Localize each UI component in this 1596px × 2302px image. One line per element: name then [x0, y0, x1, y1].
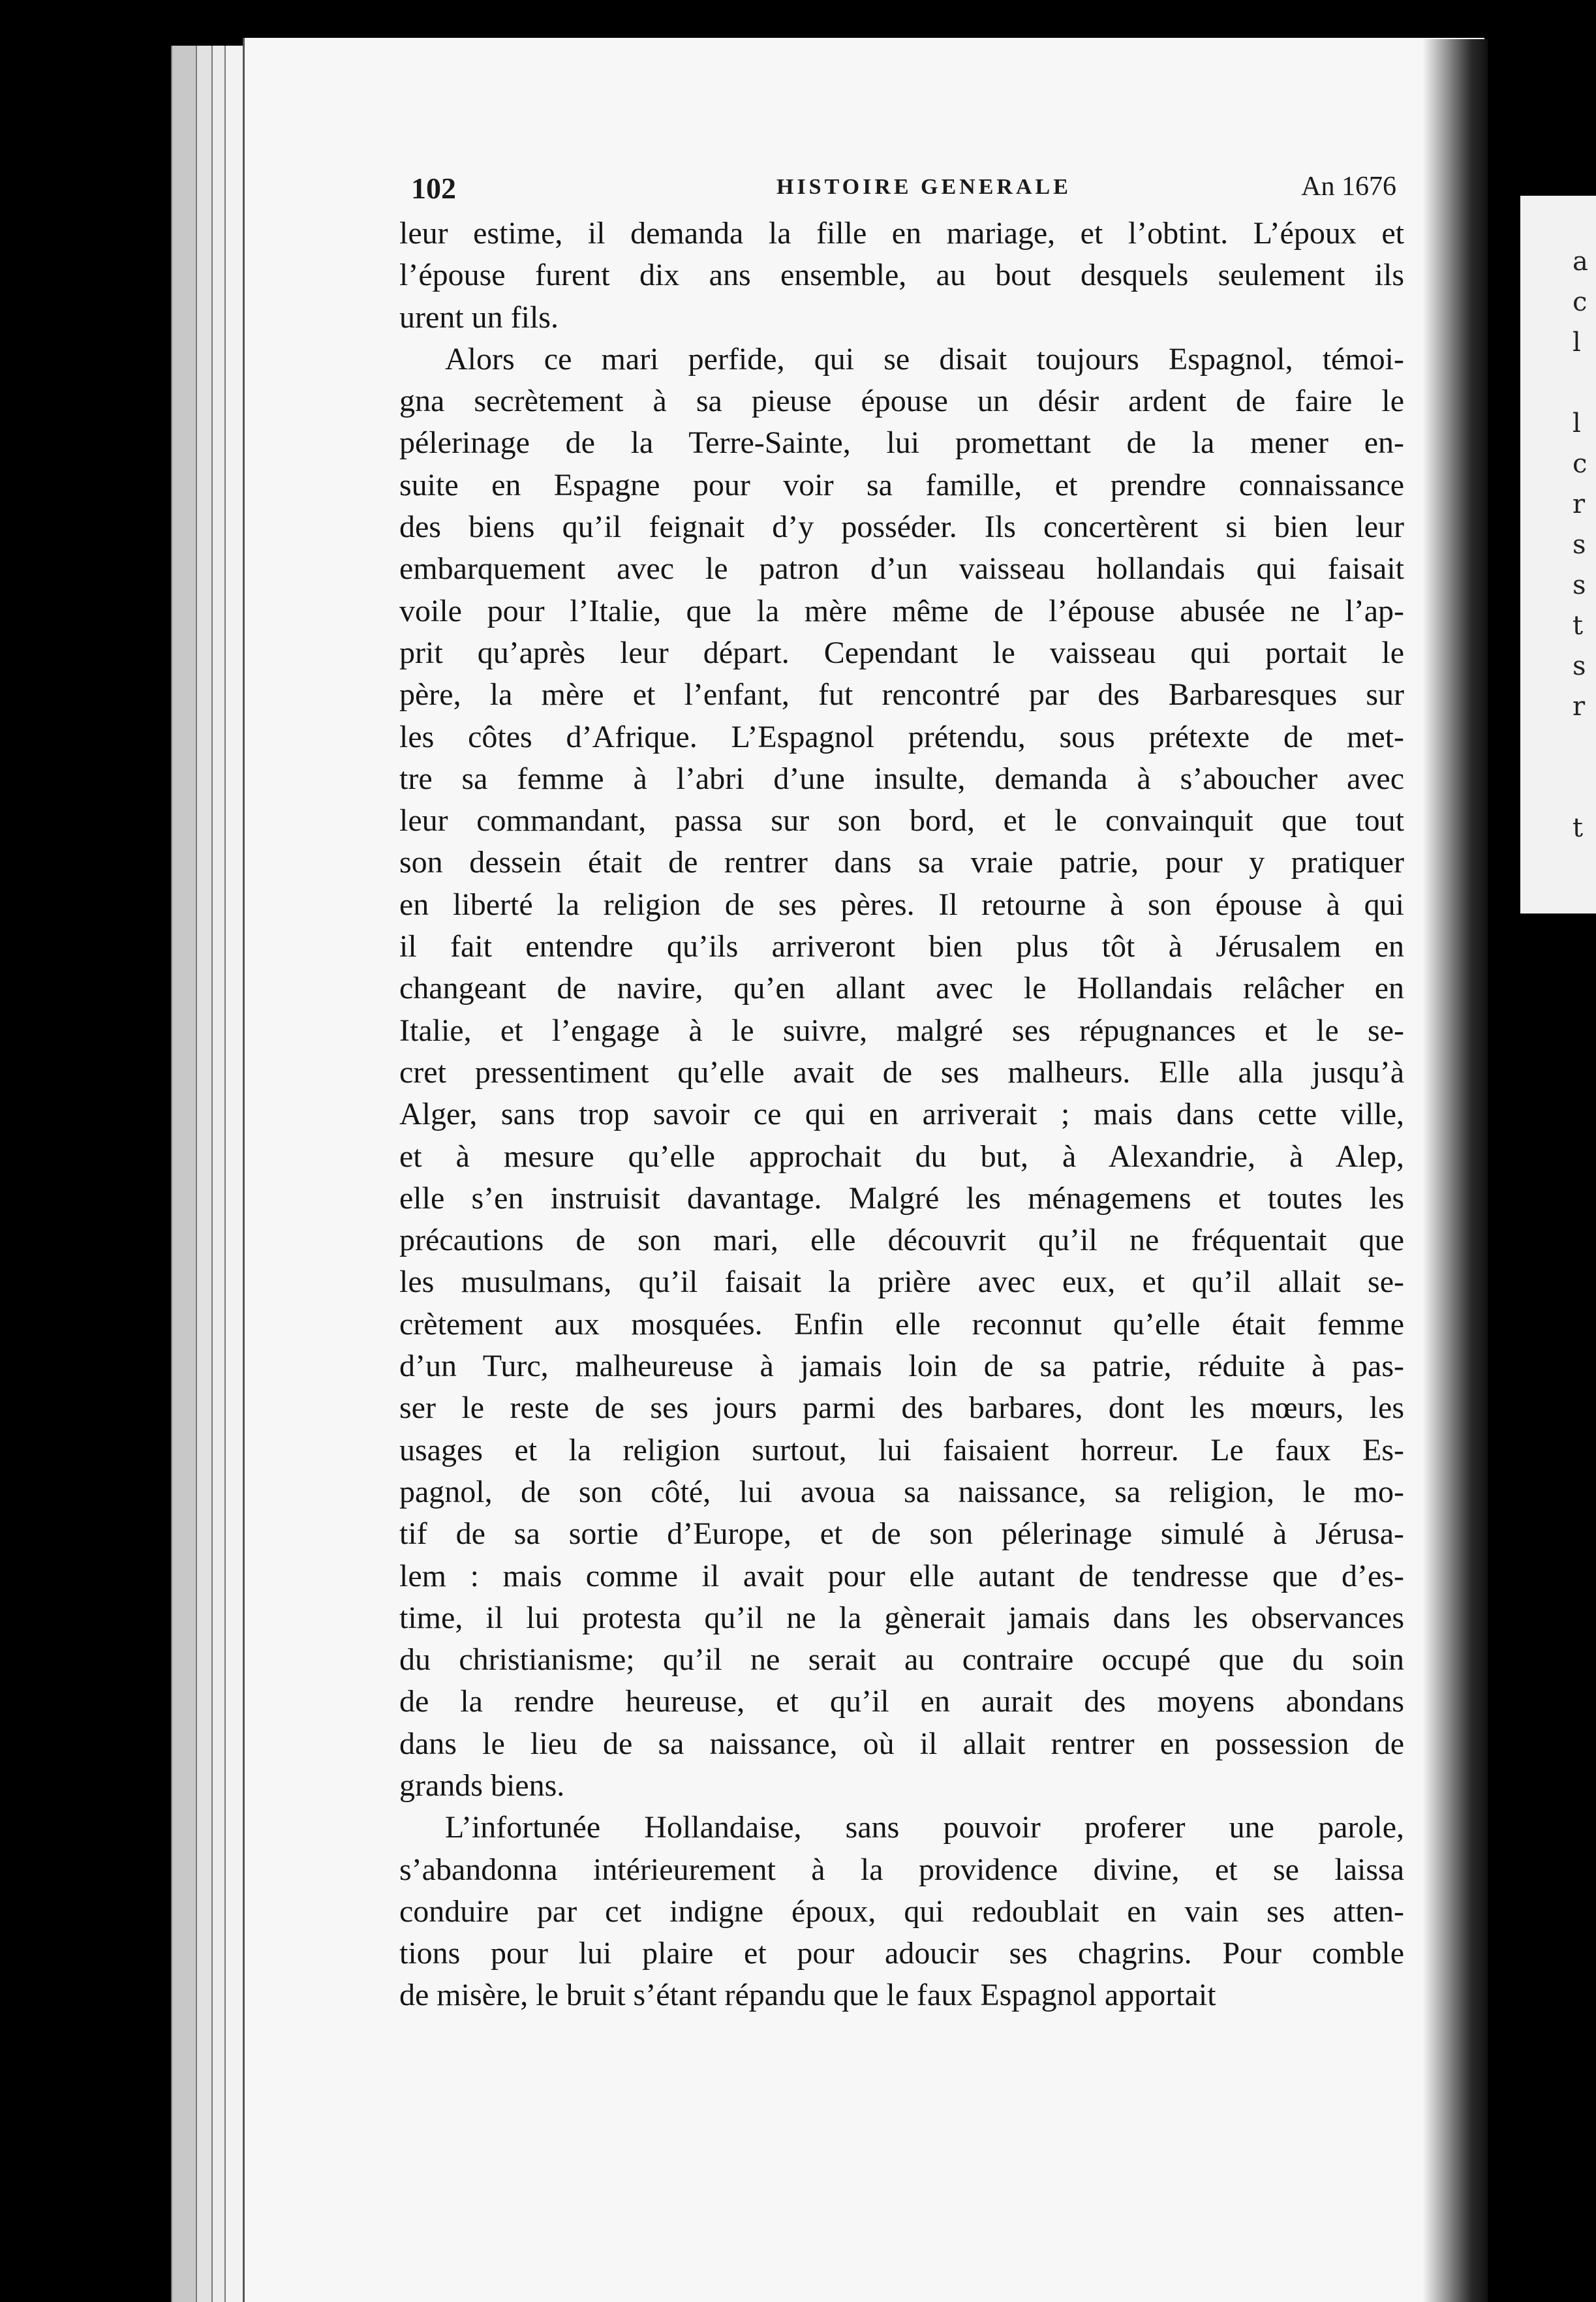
text-line: leur estime, il demanda la fille en mariage, et l’obtint. L’époux et	[399, 216, 1404, 251]
text-line: prit qu’après leur départ. Cependant le vaisseau qui portait le	[399, 635, 1404, 670]
text-line: père, la mère et l’enfant, fut rencontré par des Barbaresques sur	[399, 677, 1404, 713]
text-line: conduire par cet indigne époux, qui redoublait en vain ses atten-	[399, 1894, 1404, 1929]
text-line: gna secrètement à sa pieuse épouse un désir ardent de faire le	[399, 384, 1404, 419]
text-line: tre sa femme à l’abri d’une insulte, demanda à s’aboucher avec	[399, 761, 1404, 796]
header-title: HISTOIRE GENERALE	[776, 175, 1071, 199]
text-line: dans le lieu de sa naissance, où il allait rentrer en possession de	[399, 1726, 1404, 1761]
text-line: changeant de navire, qu’en allant avec le Hollandais relâcher en	[399, 971, 1404, 1006]
text-line: d’un Turc, malheureuse à jamais loin de sa patrie, réduite à pas-	[399, 1349, 1404, 1384]
page-edge	[171, 46, 198, 2302]
text-line: son dessein était de rentrer dans sa vraie patrie, pour y pratiquer	[399, 845, 1404, 880]
text-line: embarquement avec le patron d’un vaisseau hollandais qui faisait	[399, 551, 1404, 587]
text-line: urent un fils.	[399, 299, 559, 335]
text-line: L’infortunée Hollandaise, sans pouvoir proferer une parole,	[445, 1810, 1404, 1845]
text-line: pélerinage de la Terre-Sainte, lui promettant de la mener en-	[399, 425, 1404, 461]
running-head	[411, 171, 1396, 210]
text-line: leur commandant, passa sur son bord, et le convainquit que tout	[399, 803, 1404, 838]
text-line: usages et la religion surtout, lui faisaient horreur. Le faux Es-	[399, 1432, 1404, 1467]
text-line: tif de sa sortie d’Europe, et de son pélerinage simulé à Jérusa-	[399, 1516, 1404, 1552]
text-line: time, il lui protesta qu’il ne la gènerait jamais dans les observances	[399, 1600, 1404, 1635]
text-line: suite en Espagne pour voir sa famille, et prendre connaissance	[399, 467, 1404, 502]
text-line: Alors ce mari perfide, qui se disait toujours Espagnol, témoi-	[445, 341, 1404, 376]
text-line: elle s’en instruisit davantage. Malgré les ménagemens et toutes les	[399, 1180, 1404, 1216]
text-line: de la rendre heureuse, et qu’il en aurait des moyens abondans	[399, 1684, 1404, 1719]
text-line: Alger, sans trop savoir ce qui en arriverait ; mais dans cette ville,	[399, 1097, 1404, 1132]
text-line: précautions de son mari, elle découvrit qu’il ne fréquentait que	[399, 1223, 1404, 1258]
body-text	[399, 213, 1404, 2017]
text-line: grands biens.	[399, 1768, 565, 1803]
page-number: 102	[411, 172, 456, 205]
text-line: des biens qu’il feignait d’y posséder. Ils concertèrent si bien leur	[399, 510, 1404, 545]
text-line: s’abandonna intérieurement à la providence divine, et se laissa	[399, 1852, 1404, 1887]
text-line: pagnol, de son côté, lui avoua sa naissance, sa religion, le mo-	[399, 1474, 1404, 1509]
text-line: crètement aux mosquées. Enfin elle reconnut qu’elle était femme	[399, 1306, 1404, 1342]
binding-gutter-shadow	[1422, 39, 1488, 2302]
text-line: tions pour lui plaire et pour adoucir ses chagrins. Pour comble	[399, 1936, 1404, 1971]
text-line: de misère, le bruit s’étant répandu que le faux Espagnol apportait	[399, 1978, 1216, 2013]
text-line: il fait entendre qu’ils arriveront bien plus tôt à Jérusalem en	[399, 929, 1404, 964]
text-line: ser le reste de ses jours parmi des barbares, dont les mœurs, les	[399, 1390, 1404, 1426]
text-line: en liberté la religion de ses pères. Il retourne à son épouse à qui	[399, 887, 1404, 922]
text-line: et à mesure qu’elle approchait du but, à Alexandrie, à Alep,	[399, 1139, 1404, 1174]
text-line: l’épouse furent dix ans ensemble, au bout desquels seulement ils	[399, 258, 1404, 293]
text-line: du christianisme; qu’il ne serait au contraire occupé que du soin	[399, 1642, 1404, 1678]
facing-page-letters: a c l l c r s s t s r t	[1573, 247, 1588, 843]
text-line: voile pour l’Italie, que la mère même de l’épouse abusée ne l’ap-	[399, 593, 1404, 628]
text-line: les musulmans, qu’il faisait la prière avec eux, et qu’il allait se-	[399, 1265, 1404, 1300]
text-line: les côtes d’Afrique. L’Espagnol prétendu, sous prétexte de met-	[399, 719, 1404, 754]
text-line: lem : mais comme il avait pour elle autant de tendresse que d’es-	[399, 1558, 1404, 1593]
text-line: Italie, et l’engage à le suivre, malgré ses répugnances et le se-	[399, 1013, 1404, 1048]
header-year: An 1676	[1301, 172, 1396, 202]
text-line: cret pressentiment qu’elle avait de ses malheurs. Elle alla jusqu’à	[399, 1054, 1404, 1090]
